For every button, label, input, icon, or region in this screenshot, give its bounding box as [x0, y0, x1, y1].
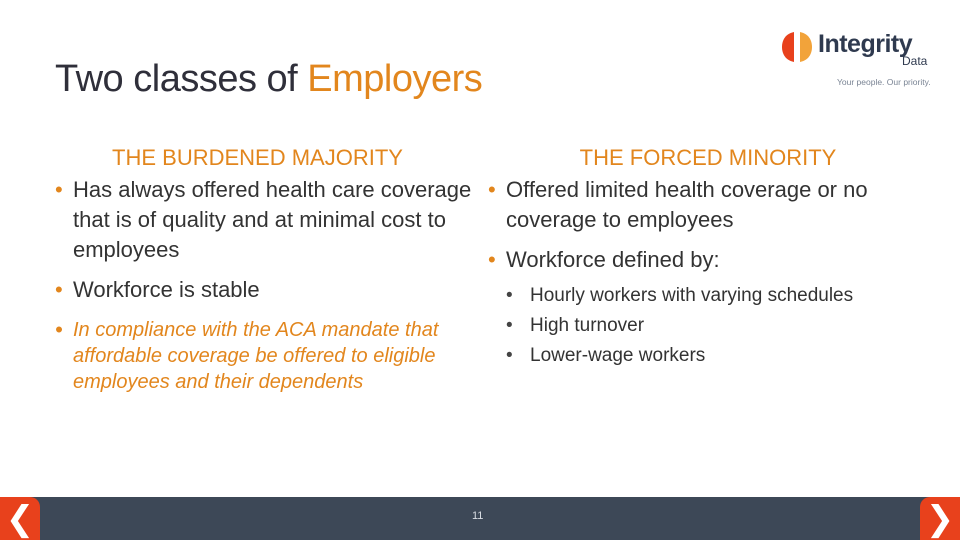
integrity-data-logo: [780, 28, 940, 92]
bullet-dot-icon: •: [55, 177, 63, 202]
previous-slide-button[interactable]: [0, 497, 40, 540]
logo-word: Integrity: [818, 30, 913, 58]
chevron-left-icon: ❮: [5, 499, 35, 538]
sub-bullet-3: • Lower-wage workers: [506, 341, 928, 371]
bullet-dot-icon: •: [506, 285, 513, 306]
logo-tagline: Your people. Our priority.: [837, 77, 931, 87]
burdened-majority-column: [55, 145, 475, 395]
bullet-dot-icon: •: [506, 345, 513, 366]
workforce-sub-list: [488, 281, 928, 371]
title-accent: Employers: [307, 58, 483, 100]
logo-mark-icon: [780, 30, 814, 64]
title-main: Two classes of: [55, 58, 308, 100]
page-number: 11: [472, 510, 484, 522]
logo-sub: Data: [902, 54, 928, 68]
left-bullet-2: • Workforce is stable: [55, 275, 475, 305]
left-heading: THE BURDENED MAJORITY: [112, 145, 403, 170]
bullet-dot-icon: •: [55, 317, 63, 342]
bullet-dot-icon: •: [488, 177, 496, 202]
slide-title: [55, 58, 482, 101]
bullet-dot-icon: •: [55, 277, 63, 302]
sub-bullet-2: • High turnover: [506, 311, 928, 341]
left-bullet-1: • Has always offered health care coverage that is of quality and at minimal cost to employees: [55, 177, 472, 262]
sub-bullet-1: • Hourly workers with varying schedules: [506, 281, 928, 311]
right-bullet-1: • Offered limited health coverage or no coverage to employees: [488, 177, 868, 232]
chevron-right-icon: ❯: [925, 499, 955, 538]
bullet-dot-icon: •: [488, 247, 496, 272]
left-bullet-3: • In compliance with the ACA mandate that affordable coverage be offered to eligible employees and their dependents: [55, 317, 439, 393]
bullet-dot-icon: •: [506, 315, 513, 336]
forced-minority-column: [488, 145, 928, 371]
right-heading: THE FORCED MINORITY: [579, 145, 837, 170]
right-bullet-2: • Workforce defined by:: [488, 245, 928, 275]
next-slide-button[interactable]: [920, 497, 960, 540]
